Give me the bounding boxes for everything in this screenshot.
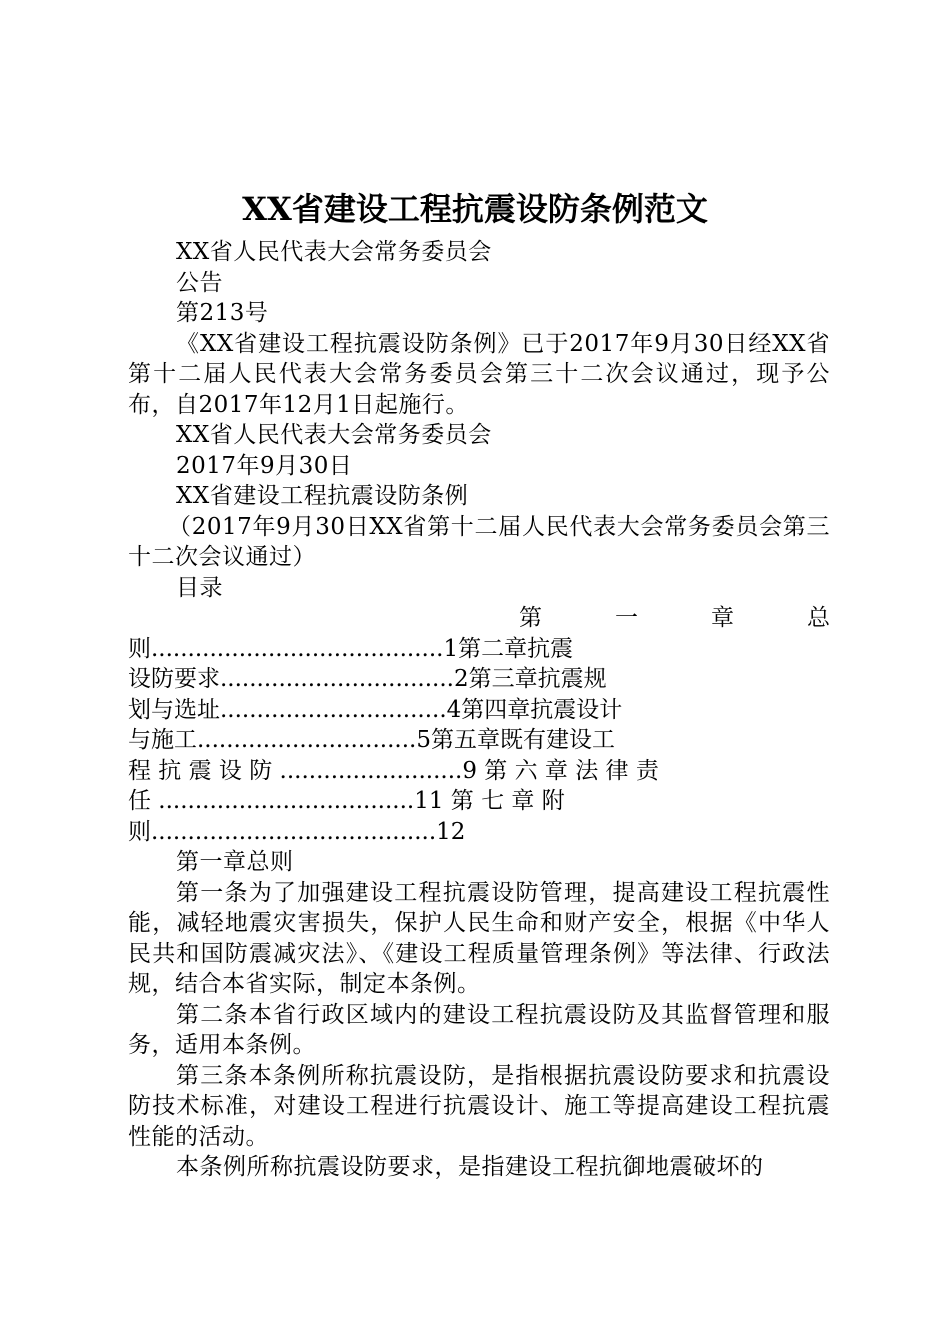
article-2: 第二条本省行政区域内的建设工程抗震设防及其监督管理和服务，适用本条例。 <box>128 1001 830 1058</box>
regulation-name: XX省建设工程抗震设防条例 <box>176 483 469 509</box>
article-3: 第三条本条例所称抗震设防，是指根据抗震设防要求和抗震设防技术标准，对建设工程进行抗震设计、施工等提高建设工程抗震性能的活动。 <box>128 1062 830 1150</box>
toc-line: 则.......................................12 <box>128 818 466 845</box>
article-3-continued: 本条例所称抗震设防要求，是指建设工程抗御地震破坏的 <box>176 1154 764 1180</box>
toc-line: 则........................................1第二章抗震 <box>128 635 574 662</box>
toc-line: 与施工..............................5第五章既有建设工 <box>128 727 615 753</box>
toc-head-char: 第 <box>519 605 542 631</box>
document-body <box>128 237 830 1183</box>
table-of-contents <box>128 603 830 847</box>
announcement-number: 第213号 <box>176 300 269 326</box>
toc-line: 划与选址...............................4第四章抗震设计 <box>128 696 623 723</box>
article-1: 第一条为了加强建设工程抗震设防管理，提高建设工程抗震性能，减轻地震灾害损失，保护人民生命和财产安全，根据《中华人民共和国防震减灾法》、《建设工程质量管理条例》等法律、行政法规，结合本省实际，制定本条例。 <box>128 879 830 997</box>
announcement-label: 公告 <box>176 269 223 296</box>
toc-head-char: 总 <box>807 605 830 631</box>
adoption-note: （2017年9月30日XX省第十二届人民代表大会常务委员会第三十二次会议通过） <box>128 513 830 570</box>
signature-line: XX省人民代表大会常务委员会 <box>176 422 492 448</box>
announcer-line: XX省人民代表大会常务委员会 <box>176 239 492 265</box>
toc-head-char: 一 <box>615 605 638 631</box>
toc-head-char: 章 <box>711 605 734 631</box>
signature-date: 2017年9月30日 <box>176 452 353 479</box>
toc-heading <box>128 603 830 634</box>
announcement-text: 《XX省建设工程抗震设防条例》已于2017年9月30日经XX省第十二届人民代表大会常务委员会第三十二次会议通过，现予公布，自2017年12月1日起施行。 <box>128 330 830 418</box>
toc-label: 目录 <box>176 574 223 601</box>
chapter-heading: 第一章总则 <box>176 849 294 875</box>
toc-line: 程 抗 震 设 防 .........................9 第 六 章 法 律 责 <box>128 757 659 784</box>
toc-line: 任 ...................................11 第 七 章 附 <box>128 788 565 814</box>
document-title: XX省建设工程抗震设防条例范文 <box>242 190 708 228</box>
toc-line: 设防要求................................2第三章抗震规 <box>128 666 607 692</box>
